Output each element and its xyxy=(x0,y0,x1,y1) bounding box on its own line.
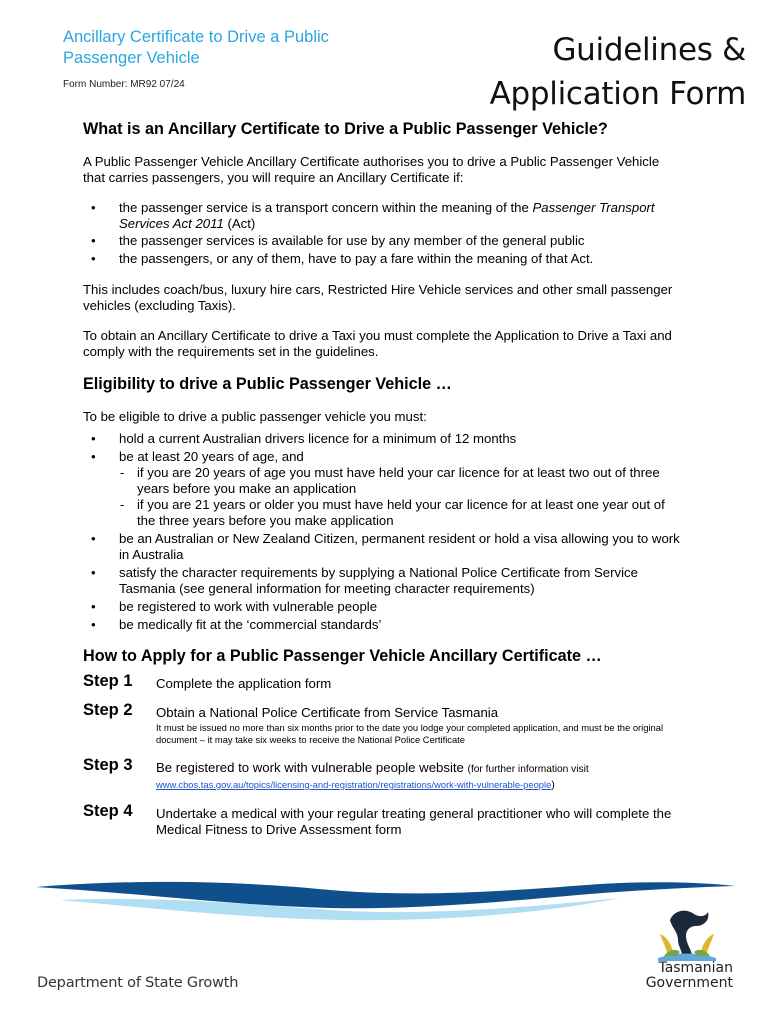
step-label: Step 1 xyxy=(83,672,133,690)
paragraph: To obtain an Ancillary Certificate to drive a Taxi you must complete the Application to Drive a Taxi and comply with the requirements set in the guidelines. xyxy=(83,328,672,359)
paragraph: This includes coach/bus, luxury hire cars, Restricted Hire Vehicle services and other small passenger vehicles (excluding Taxis). xyxy=(83,282,673,313)
tasmanian-government-logo-icon xyxy=(656,906,718,962)
list-item: • be at least 20 years of age, and xyxy=(91,449,304,464)
footer-wave-graphic xyxy=(0,860,770,930)
bullet-icon: • xyxy=(91,449,96,464)
government-name: Tasmanian Government xyxy=(645,960,733,991)
bullet-icon: • xyxy=(91,251,96,266)
list-item: • be an Australian or New Zealand Citizen, permanent resident or hold a visa allowing you to work in Australia xyxy=(91,531,680,562)
step-label: Step 2 xyxy=(83,701,133,719)
step-1 xyxy=(83,672,683,692)
bullet-icon: • xyxy=(91,617,96,632)
step-text: Complete the application form xyxy=(156,676,332,691)
step-label: Step 3 xyxy=(83,756,133,774)
paragraph: To be eligible to drive a public passenger vehicle you must: xyxy=(83,409,427,424)
step-2 xyxy=(83,701,683,746)
step-note: It must be issued no more than six months prior to the date you lodge your completed application, and must be the original document – it may take six weeks to receive the National Police Certificate xyxy=(156,722,664,745)
sub-list-item: - if you are 20 years of age you must have held your car licence for at least two out of three years before you make an application xyxy=(120,465,660,496)
bullet-icon: • xyxy=(91,565,96,580)
bullet-icon: • xyxy=(91,200,96,215)
list-item: • satisfy the character requirements by supplying a National Police Certificate from Service Tasmania (see general information for meeting character requirements) xyxy=(91,565,638,596)
intro-paragraph: A Public Passenger Vehicle Ancillary Certificate authorises you to drive a Public Passenger Vehicle that carries passengers, you will require an Ancillary Certificate if: xyxy=(83,154,660,185)
step-3: Step 3 Be registered to work with vulnerable people website (for further information visit www.cbos.tas.gov.au/topics/licensing-and-registration/registrations/work-with-vulnerable-people) xyxy=(83,756,589,791)
section-heading-eligibility: Eligibility to drive a Public Passenger Vehicle … xyxy=(83,375,452,393)
list-item: • the passengers, or any of them, have to pay a fare within the meaning of that Act. xyxy=(91,251,594,266)
vulnerable-people-link[interactable]: www.cbos.tas.gov.au/topics/licensing-and-registration/registrations/work-with-vulnerable-people xyxy=(156,779,552,790)
section-heading-what-is: What is an Ancillary Certificate to Drive a Public Passenger Vehicle? xyxy=(83,120,608,138)
list-item: • the passenger services is available for use by any member of the general public xyxy=(91,233,585,248)
bullet-icon: • xyxy=(91,599,96,614)
step-label: Step 4 xyxy=(83,802,133,820)
page-title xyxy=(466,28,746,116)
main-content xyxy=(83,118,683,838)
bullet-icon: • xyxy=(91,431,96,446)
list-item: • hold a current Australian drivers licence for a minimum of 12 months xyxy=(91,431,517,446)
bullet-icon: • xyxy=(91,531,96,546)
document-title: Ancillary Certificate to Drive a Public Passenger Vehicle xyxy=(63,28,329,67)
sub-list-item: - if you are 21 years or older you must have held your car licence for at least one year out of the three years before you make application xyxy=(120,497,665,528)
form-number: Form Number: MR92 07/24 xyxy=(63,79,185,90)
step-text: Be registered to work with vulnerable people website xyxy=(156,760,468,775)
step-note: (for further information visit xyxy=(467,764,589,775)
step-text: Undertake a medical with your regular treating general practitioner who will complete the Medical Fitness to Drive Assessment form xyxy=(156,806,672,837)
step-text: Obtain a National Police Certificate from Service Tasmania xyxy=(156,705,499,720)
list-item: • be medically fit at the ‘commercial standards’ xyxy=(91,617,382,632)
page-title-line1: Guidelines & xyxy=(552,32,746,68)
list-item: • be registered to work with vulnerable people xyxy=(91,599,378,614)
page-title-line2: Application Form xyxy=(489,76,746,112)
bullet-icon: • xyxy=(91,233,96,248)
step-4 xyxy=(83,802,683,838)
department-name: Department of State Growth xyxy=(37,975,239,991)
list-item: • the passenger service is a transport concern within the meaning of the Passenger Transport Services Act 2011 (Act) xyxy=(91,200,655,231)
section-heading-how-to-apply: How to Apply for a Public Passenger Vehicle Ancillary Certificate … xyxy=(83,647,602,665)
